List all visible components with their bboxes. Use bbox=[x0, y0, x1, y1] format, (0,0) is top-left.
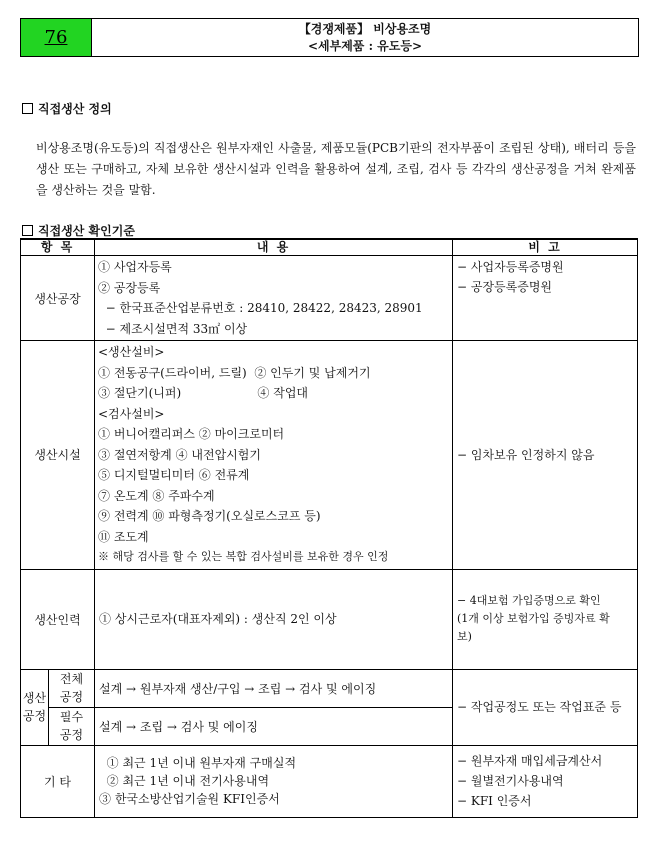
header-title-line1: 【경쟁제품】 비상용조명 bbox=[298, 21, 432, 36]
factory-remark: − 공장등록증명원 bbox=[457, 280, 553, 294]
other-remark: − KFI 인증서 bbox=[457, 794, 532, 808]
other-line: ③ 한국소방산업기술원 KFI인증서 bbox=[99, 792, 280, 806]
row-label-factory: 생산공장 bbox=[21, 256, 95, 341]
process-remark: − 작업공정도 또는 작업표준 등 bbox=[457, 700, 622, 714]
column-header-item: 항 목 bbox=[21, 239, 95, 256]
factory-line: − 제조시설면적 33㎡ 이상 bbox=[98, 321, 248, 336]
criteria-heading bbox=[22, 222, 135, 239]
workforce-line: ① 상시근로자(대표자제외) : 생산직 2인 이상 bbox=[99, 612, 337, 626]
facility-line: ③ 절연저항계 ④ 내전압시험기 bbox=[98, 447, 261, 462]
row-label-facility: 생산시설 bbox=[21, 341, 95, 570]
row-label-process: 생산 공정 bbox=[21, 669, 49, 745]
row-label-workforce: 생산인력 bbox=[21, 569, 95, 669]
document-header bbox=[20, 18, 639, 57]
item-number: 76 bbox=[44, 27, 68, 48]
column-header-remarks: 비 고 bbox=[453, 239, 638, 256]
criteria-table bbox=[20, 238, 638, 818]
process-remarks bbox=[453, 669, 638, 745]
facility-line: ⑤ 디지털멀티미터 ⑥ 전류계 bbox=[98, 468, 250, 482]
workforce-remark: (1개 이상 보험가입 증빙자료 확 bbox=[457, 612, 610, 625]
table-row-facility bbox=[21, 341, 638, 570]
column-header-content: 내 용 bbox=[95, 239, 453, 256]
facility-remark: − 임차보유 인정하지 않음 bbox=[457, 447, 595, 462]
factory-line: ② 공장등록 bbox=[98, 280, 161, 295]
other-line: ① 최근 1년 이내 원부자재 구매실적 bbox=[99, 756, 297, 770]
table-header-row bbox=[21, 239, 638, 256]
workforce-remarks bbox=[453, 569, 638, 669]
row-label-process-full: 전체 공정 bbox=[49, 669, 95, 707]
process-full-content: 설계 → 원부자재 생산/구입 → 조립 → 검사 및 에이징 bbox=[95, 669, 453, 707]
other-remarks bbox=[453, 745, 638, 817]
facility-line: ⑦ 온도계 ⑧ 주파수계 bbox=[98, 488, 215, 503]
table-row-factory bbox=[21, 256, 638, 341]
process-required-content: 설계 → 조립 → 검사 및 에이징 bbox=[95, 707, 453, 745]
workforce-content bbox=[95, 569, 453, 669]
table-row-workforce bbox=[21, 569, 638, 669]
checkbox-square-icon bbox=[22, 103, 33, 114]
factory-remark: − 사업자등록증명원 bbox=[457, 260, 564, 274]
facility-line: <검사설비> bbox=[98, 406, 165, 421]
table-row-other bbox=[21, 745, 638, 817]
header-title-line2: <세부제품 : 유도등> bbox=[307, 38, 423, 53]
factory-line: ① 사업자등록 bbox=[98, 260, 172, 274]
definition-heading bbox=[22, 100, 112, 117]
facility-remarks bbox=[453, 341, 638, 570]
facility-content bbox=[95, 341, 453, 570]
definition-heading-text: 직접생산 정의 bbox=[38, 102, 112, 116]
checkbox-square-icon bbox=[22, 225, 33, 236]
row-label-other: 기 타 bbox=[21, 745, 95, 817]
workforce-remark: 보) bbox=[457, 630, 472, 643]
workforce-remark: − 4대보험 가입증명으로 확인 bbox=[457, 594, 601, 607]
other-content bbox=[95, 745, 453, 817]
facility-line: ③ 절단기(니퍼) ④ 작업대 bbox=[98, 386, 309, 400]
facility-line: ① 전동공구(드라이버, 드릴) ② 인두기 및 납제거기 bbox=[98, 365, 371, 380]
facility-line: ① 버니어캘리퍼스 ② 마이크로미터 bbox=[98, 427, 285, 441]
table-row-process-full bbox=[21, 669, 638, 707]
facility-note: ※ 해당 검사를 할 수 있는 복합 검사설비를 보유한 경우 인정 bbox=[98, 550, 389, 563]
criteria-heading-text: 직접생산 확인기준 bbox=[38, 224, 135, 238]
row-label-process-required: 필수 공정 bbox=[49, 707, 95, 745]
factory-content bbox=[95, 256, 453, 341]
facility-line: ⑪ 조도계 bbox=[98, 529, 149, 544]
definition-text: 비상용조명(유도등)의 직접생산은 원부자재인 사출물, 제품모듈(PCB기판의 전자부품이 조립된 상태), 배터리 등을 생산 또는 구매하고, 자체 보유한 생산시설과 인력을 활용하여 설계, 조립, 검사 등 각각의 생산공정을 거쳐 완제품을 생산하는 것을 말함. bbox=[36, 141, 636, 197]
other-line: ② 최근 1년 이내 전기사용내역 bbox=[99, 774, 270, 788]
other-remark: − 원부자재 매입세금계산서 bbox=[457, 754, 603, 768]
header-title bbox=[92, 19, 638, 56]
facility-line: ⑨ 전력계 ⑩ 파형측정기(오실로스코프 등) bbox=[98, 509, 321, 523]
factory-line: − 한국표준산업분류번호 : 28410, 28422, 28423, 28901 bbox=[98, 301, 423, 315]
other-remark: − 월별전기사용내역 bbox=[457, 774, 564, 788]
item-number-box bbox=[21, 19, 92, 56]
facility-line: <생산설비> bbox=[98, 345, 165, 359]
factory-remarks bbox=[453, 256, 638, 341]
